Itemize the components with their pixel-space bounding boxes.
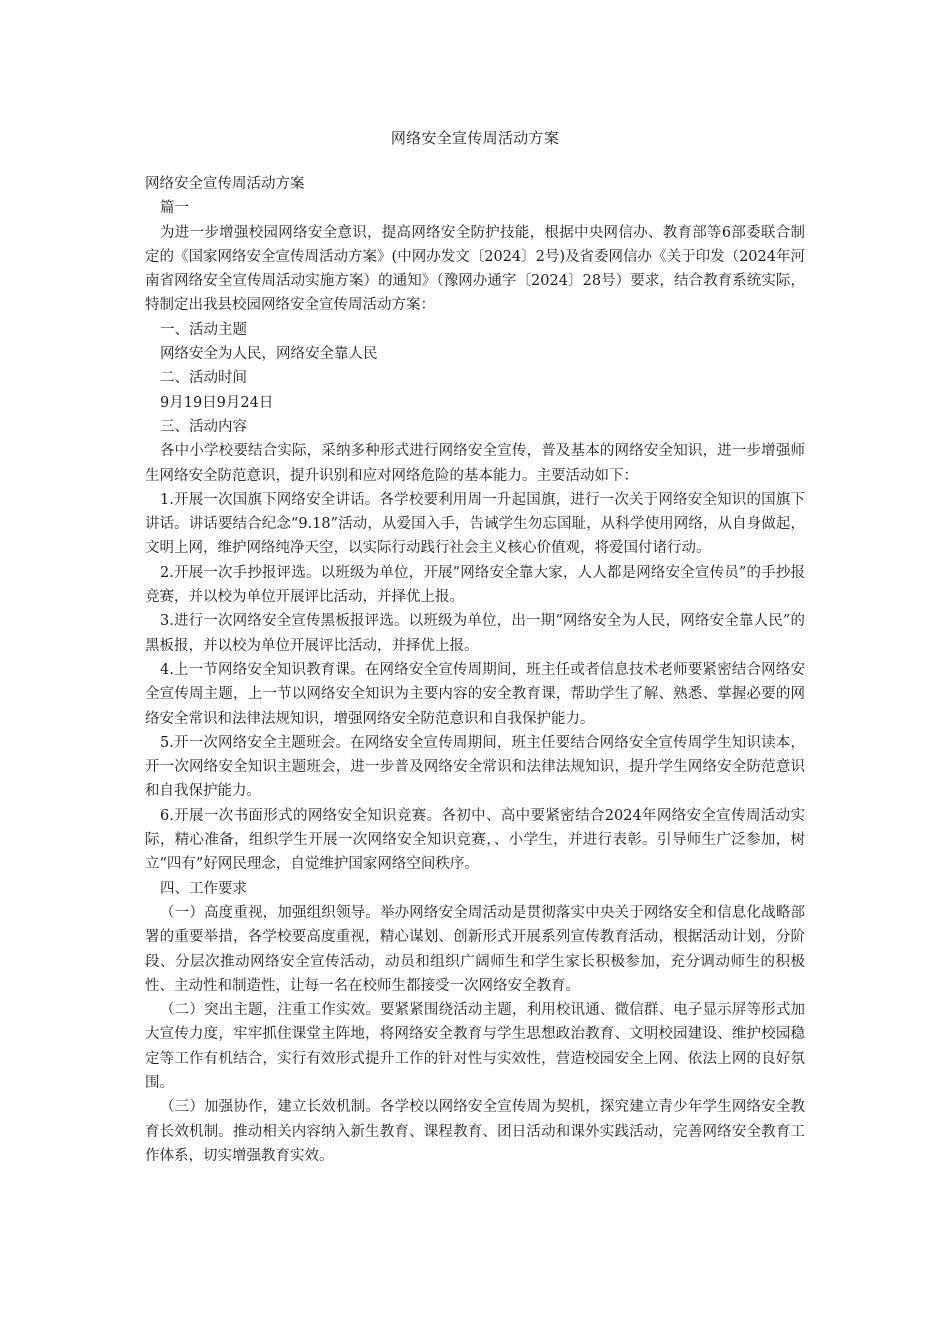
paragraph: 2.开展一次手抄报评选。以班级为单位，开展“网络安全靠大家，人人都是网络安全宣传员”的手抄报竞赛，并以校为单位开展评比活动，并择优上报。	[145, 564, 805, 606]
paragraph: （三）加强协作，建立长效机制。各学校以网络安全宣传周为契机，探究建立青少年学生网络安全教育长效机制。推动相关内容纳入新生教育、课程教育、团日活动和课外实践活动，完善网络安全教育工作体系，切实增强教育实效。	[145, 1099, 805, 1164]
paragraph: 网络安全为人民，网络安全靠人民	[160, 346, 378, 363]
paragraph: 篇一	[160, 200, 189, 217]
paragraph: 3.进行一次网络安全宣传黑板报评选。以班级为单位，出一期“网络安全为人民，网络安全靠人民”的黑板报，并以校为单位开展评比活动，并择优上报。	[145, 613, 806, 654]
paragraph: 1.开展一次国旗下网络安全讲话。各学校要利用周一升起国旗，进行一次关于网络安全知识的国旗下讲话。讲话要结合纪念“9.18”活动，从爱国入手，告诫学生勿忘国耻，从科学使用网络，从自身做起，文明上网，维护网络纯净天空，以实际行动践行社会主义核心价值观，将爱国付诸行动。	[145, 491, 805, 557]
paragraph: 各中小学校要结合实际，采纳多种形式进行网络安全宣传，普及基本的网络安全知识，进一步增强师生网络安全防范意识，提升识别和应对网络危险的基本能力。主要活动如下：	[145, 443, 805, 484]
paragraph: 6.开展一次书面形式的网络安全知识竞赛。各初中、高中要紧密结合2024年网络安全宣传周活动实际，精心准备，组织学生开展一次网络安全知识竞赛，、小学生，并进行表彰。引导师生广泛参加，树立“四有”好网民理念，自觉维护国家网络空间秩序。	[145, 807, 805, 873]
paragraph: 4.上一节网络安全知识教育课。在网络安全宣传周期间，班主任或者信息技术老师要紧密结合网络安全宣传周主题，上一节以网络安全知识为主要内容的安全教育课，帮助学生了解、熟悉、掌握必要的网络安全常识和法律法规知识，增强网络安全防范意识和自我保护能力。	[145, 661, 805, 727]
paragraph: 9月19日9月24日	[160, 394, 274, 411]
paragraph: 四、工作要求	[160, 880, 247, 897]
paragraph: （一）高度重视，加强组织领导。举办网络安全周活动是贯彻落实中央关于网络安全和信息化战略部署的重要举措，各学校要高度重视，精心谋划、创新形式开展系列宣传教育活动，根据活动计划，分阶段、分层次推动网络安全宣传活动，动员和组织广阔师生和学生家长积极参加，充分调动师生的积极性、主动性和制造性，让每一名在校师生都接受一次网络安全教育。	[145, 904, 805, 994]
paragraph: 三、活动内容	[160, 418, 247, 435]
paragraph: 网络安全宣传周活动方案	[145, 176, 305, 192]
paragraph: 为进一步增强校园网络安全意识，提高网络安全防护技能，根据中央网信办、教育部等6部委联合制定的《国家网络安全宣传周活动方案》(中网办发文〔2024〕2号)及省委网信办《关于印发（2024年河南省网络安全宣传周活动实施方案）的通知》（豫网办通字〔2024〕28号）要求，结合教育系统实际，特制定出我县校园网络安全宣传周活动方案：	[145, 224, 805, 314]
paragraph: 5.开一次网络安全主题班会。在网络安全宣传周期间，班主任要结合网络安全宣传周学生知识读本，开一次网络安全知识主题班会，进一步普及网络安全常识和法律法规知识，提升学生网络安全防范意识和自我保护能力。	[145, 734, 805, 800]
paragraph: 二、活动时间	[160, 370, 247, 387]
paragraph: （二）突出主题，注重工作实效。要紧紧围绕活动主题，利用校讯通、微信群、电子显示屏等形式加大宣传力度，牢牢抓住课堂主阵地，将网络安全教育与学生思想政治教育、文明校园建设、维护校园稳定等工作有机结合，实行有效形式提升工作的针对性与实效性，营造校园安全上网、依法上网的良好氛围。	[145, 1002, 805, 1091]
paragraph: 一、活动主题	[160, 321, 247, 338]
document-body	[145, 172, 805, 1168]
document-title: 网络安全宣传周活动方案	[390, 129, 560, 147]
